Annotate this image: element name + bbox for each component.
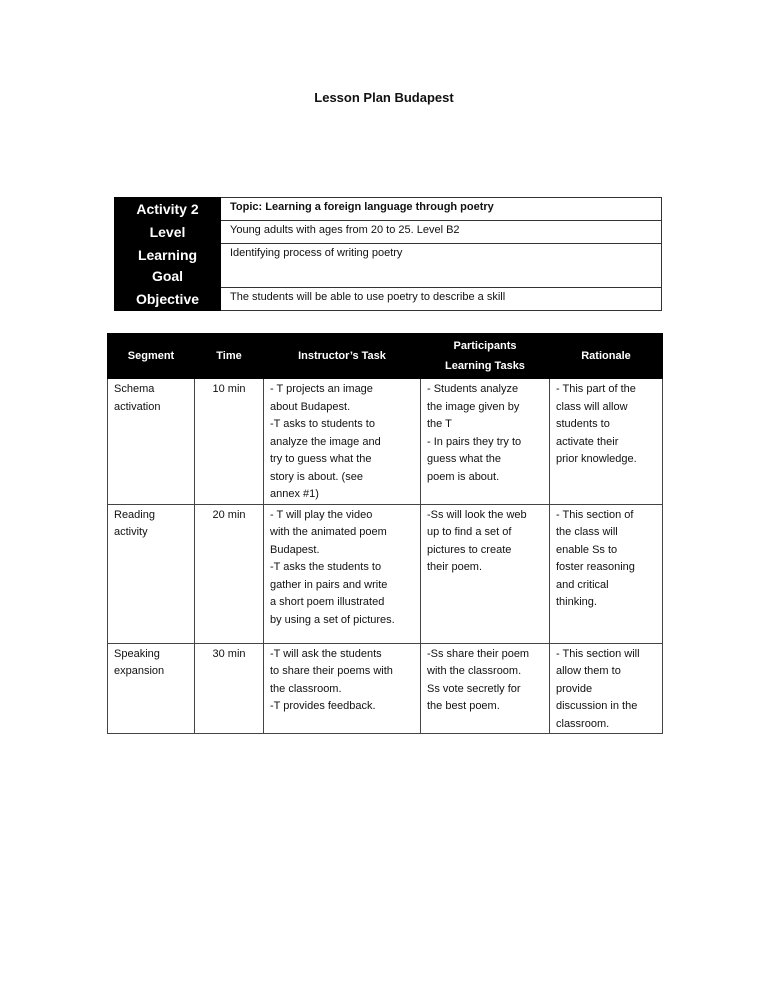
cell-line: the T [427,418,452,430]
cell-line: annex #1) [270,488,319,500]
cell-line: the best poem. [427,700,500,712]
activity-label: Activity 2 [115,198,221,221]
cell-line: classroom. [556,717,610,730]
header-row [108,334,663,379]
document-title: Lesson Plan Budapest [314,90,454,105]
cell-line: - This part of the [556,383,636,395]
cell-line: to share their poems with [270,665,393,677]
cell-line: the image given by [427,400,520,413]
participants-cell [421,643,550,734]
cell-line: - This section of [556,508,634,521]
header-time: Time [195,334,264,379]
cell-line: guess what the [427,453,501,465]
cell-line: their poem. [427,561,483,573]
table-row [108,379,663,505]
activity-info-table [114,197,662,311]
cell-line: - In pairs they try to [427,435,522,448]
cell-line: a short poem illustrated [270,596,385,608]
time-cell: 30 min [195,643,264,734]
cell-line: and critical [556,578,609,591]
instructor-cell [264,643,421,734]
cell-line: poem is about. [427,470,500,483]
label-line: Learning [137,247,198,263]
cell-line: foster reasoning [556,561,635,573]
rationale-cell [550,504,663,643]
learning-goal-value: Identifying process of writing poetry [221,244,662,288]
lesson-plan-table [107,333,663,734]
time-cell: 10 min [195,379,264,505]
rationale-cell [550,643,663,734]
cell-line: -T asks the students to [270,561,382,573]
cell-line: activation [114,400,161,413]
cell-line: pictures to create [427,543,512,556]
cell-line: gather in pairs and write [270,578,388,591]
cell-line: Ss vote secretly for [427,682,521,695]
cell-line: -T asks to students to [270,418,375,430]
instructor-cell [264,379,421,505]
header-participants-tasks [421,334,550,379]
cell-line: Reading [114,508,155,521]
table-row [108,643,663,734]
objective-label: Objective [115,288,221,311]
cell-line: - This section will [556,647,640,660]
info-row-activity [115,198,662,221]
cell-line: with the classroom. [427,665,522,677]
level-label: Level [115,221,221,244]
cell-line: enable Ss to [556,543,618,556]
cell-line: about Budapest. [270,400,351,413]
cell-line: allow them to [556,665,621,677]
cell-line: activity [114,526,148,538]
info-row-objective [115,288,662,311]
cell-line: thinking. [556,596,597,608]
cell-line: analyze the image and [270,435,381,448]
cell-line: try to guess what the [270,453,372,465]
cell-line: expansion [114,665,165,677]
cell-line: provide [556,682,593,695]
cell-line: -Ss will look the web [427,508,527,521]
cell-line: -Ss share their poem [427,647,530,660]
rationale-cell [550,379,663,505]
cell-line: the classroom. [270,682,342,695]
segment-cell [108,643,195,734]
cell-line: students to [556,418,610,430]
header-line: Learning Tasks [445,360,525,372]
participants-cell [421,504,550,643]
segment-cell [108,379,195,505]
cell-line: - Students analyze [427,383,519,395]
segment-cell [108,504,195,643]
cell-line: -T provides feedback. [270,700,376,712]
time-cell: 20 min [195,504,264,643]
cell-line: with the animated poem [270,526,387,538]
cell-line: Schema [114,383,155,395]
cell-line: - T projects an image [270,383,373,395]
cell-line: story is about. (see [270,470,363,483]
cell-line: activate their [556,435,619,448]
level-value: Young adults with ages from 20 to 25. Level B2 [221,221,662,244]
header-segment: Segment [108,334,195,379]
table-row [108,504,663,643]
objective-value: The students will be able to use poetry to describe a skill [221,288,662,311]
label-line: Goal [151,268,184,284]
learning-goal-label [115,244,221,288]
cell-line: Budapest. [270,543,320,556]
cell-line: - T will play the video [270,508,373,521]
cell-line: by using a set of pictures. [270,613,395,626]
header-instructor-task: Instructor’s Task [264,334,421,379]
cell-line: the class will [556,526,618,538]
header-rationale: Rationale [550,334,663,379]
participants-cell [421,379,550,505]
cell-line: -T will ask the students [270,647,382,660]
header-line: Participants [453,340,517,352]
info-row-level [115,221,662,244]
instructor-cell [264,504,421,643]
cell-line: Speaking [114,647,160,660]
cell-line: class will allow [556,400,628,413]
cell-line: discussion in the [556,700,638,712]
cell-line: prior knowledge. [556,453,637,465]
topic-value: Topic: Learning a foreign language through poetry [221,198,662,221]
cell-line: up to find a set of [427,526,512,538]
info-row-learning-goal [115,244,662,288]
